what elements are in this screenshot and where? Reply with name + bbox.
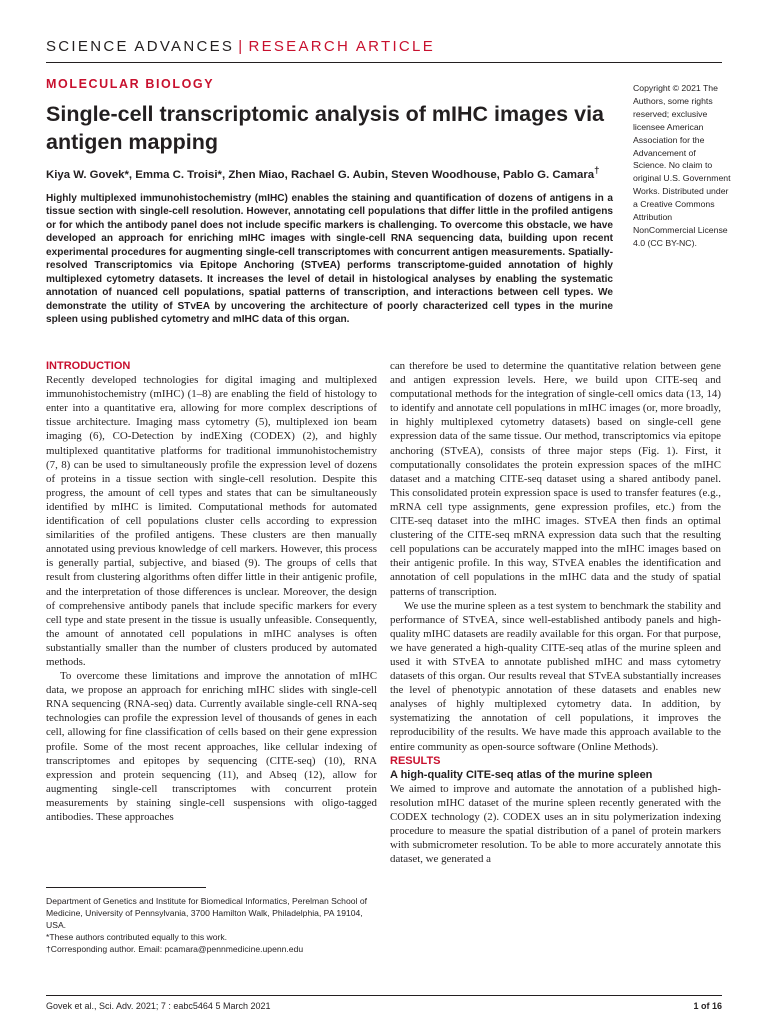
- results-heading: RESULTS: [390, 754, 441, 767]
- corresponding-author-note: †Corresponding author. Email: pcamara@pennmedicine.upenn.edu: [46, 943, 304, 954]
- results-subheading: A high-quality CITE-seq atlas of the murine spleen: [390, 768, 653, 781]
- journal-header: [46, 38, 435, 55]
- footer-rule: [46, 995, 722, 996]
- footnote-rule: [46, 887, 206, 888]
- article-type: RESEARCH ARTICLE: [248, 38, 436, 55]
- section-label: MOLECULAR BIOLOGY: [46, 77, 215, 91]
- copyright-notice: Copyright © 2021 The Authors, some rights reserved; exclusive licensee American Association for the Advancement of Science. No claim to original U.S. Government Works. Distributed under a Creative Commons Attribution NonCommercial License 4.0 (CC BY-NC).: [633, 83, 731, 248]
- intro-paragraph-4: We use the murine spleen as a test system to benchmark the stability and performance of STvEA, since well-established antibody panels and high-quality mIHC datasets are readily available for this organ. For that purpose, we have generated a high-quality CITE-seq atlas of the murine spleen and used it with STvEA to annotate published mIHC and mass cytometry datasets of this organ. Our results reveal that STvEA substantially increases the level of phenotypic annotation of these datasets and enables new analyses of highly multiplexed cytometry data. In addition, by systematizing the annotation of cell populations, it improves the reproducibility of the results. We have made this approach available to the entire community as open-source software (Online Methods).: [390, 599, 721, 753]
- corresponding-mark: †: [594, 165, 600, 176]
- author-list: [46, 165, 626, 181]
- affiliation-note: Department of Genetics and Institute for Biomedical Informatics, Perelman School of Medicine, University of Pennsylvania, 3700 Hamilton Walk, Philadelphia, PA 19104, USA.: [46, 896, 367, 930]
- intro-paragraph-3: can therefore be used to determine the quantitative relation between gene and antigen expression levels. Here, we build upon CITE-seq and computational methods for the integration of single-cell omics data (13, 14) to identify and annotate cell populations in mIHC images (or, more broadly, in highly multiplexed cytometry datasets) based on single-cell gene expression data of the same tissue. Our method, transcriptomics via epitope anchoring (STvEA), consists of three major steps (Fig. 1). First, it computationally consolidates the protein expression spaces of the mIHC dataset and a matching CITE-seq dataset using a shared antibody panel. This consolidated protein expression space is used to transfer features (e.g., mRNA cell type assignments, gene expression profiles, etc.) from the CITE-seq dataset into the mIHC images. STvEA then finds an optimal clustering of the CITE-seq mRNA expression data such that the resulting cell populations can be accurately mapped into the mIHC images based on their antigenic profile. In this way, STvEA enables the identification and annotation of cell populations in the mIHC data and the study of spatial patterns of transcription.: [390, 360, 721, 598]
- header-separator: |: [238, 38, 245, 55]
- equal-contribution-note: *These authors contributed equally to this work.: [46, 931, 228, 942]
- article-title: Single-cell transcriptomic analysis of mIHC images via antigen mapping: [46, 102, 605, 154]
- introduction-heading: INTRODUCTION: [46, 360, 131, 372]
- footnotes: [46, 896, 376, 956]
- authors-text: Kiya W. Govek*, Emma C. Troisi*, Zhen Miao, Rachael G. Aubin, Steven Woodhouse, Pablo G. Camara: [46, 168, 595, 181]
- intro-paragraph-2: To overcome these limitations and improve the annotation of mIHC data, we propose an approach for enriching mIHC slides with single-cell RNA sequencing (RNA-seq) data. Currently available single-cell RNA-seq technologies can profile the expression level of thousands of genes in each cell, allowing for fine classification of cells based on their gene expression profile. Some of the most recent approaches, like cellular indexing of transcriptomes and epitopes by sequencing (CITE-seq) (10), RNA expression and protein sequencing (11), and Abseq (12), allow for augmenting single-cell transcriptomes with concurrent protein measurements by staining single-cell suspensions with oligo-tagged antibodies. These approaches: [46, 670, 377, 823]
- abstract: Highly multiplexed immunohistochemistry (mIHC) enables the staining and quantification of dozens of antigens in a tissue section with single-cell resolution. However, annotating cell populations that differ little in the profiled antigens or for which the antibody panel does not include specific markers is challenging. To overcome this obstacle, we have developed an approach for enriching mIHC images with single-cell RNA sequencing data, building upon recent experimental procedures for augmenting single-cell transcriptomes with concurrent antigen measurements. Spatially-resolved Transcriptomics via Epitope Anchoring (STvEA) performs transcriptome-guided annotation of highly multiplexed cytometry datasets. It increases the level of detail in histological analyses by enabling the systematic annotation of nuanced cell populations, spatial patterns of transcription, and interactions between cell types. We demonstrate the utility of STvEA by uncovering the architecture of poorly characterized cell types in the murine spleen using published cytometry and mIHC data of this organ.: [46, 193, 613, 326]
- left-column: [46, 359, 377, 824]
- header-rule: [46, 62, 722, 63]
- intro-paragraph-1: Recently developed technologies for digital imaging and multiplexed immunohistochemistry (mIHC) (1–8) are enabling the field of histology to enter into a quantitative era, allowing for more complex descriptions of tissue architecture. Imaging mass cytometry (5), multiplexed ion beam imaging (6), CO-Detection by indEXing (CODEX) (2), and highly multiplexed quantitative platforms for traditional immunohistochemistry (7, 8) can be used to simultaneously profile the expression level of dozens of proteins in a tissue section with single-cell resolution. Despite this progress, the amount of cell types and states that can be simultaneously identified by mIHC is limited. Computational methods for automated identification of cell populations cluster cells according to expression similarities of the profiled antigens. These clusters are then manually annotated using previous knowledge of cell markers. However, this process is generally partial, subjective, and biased (9). The groups of cells that result from clustering algorithms often differ little in their antigenic profile, and the interpretation of those differences is unclear. Moreover, the design of comprehensive antibody panels that include specific markers for every cell type and state present in the tissue is usually unfeasible. Consequently, the amount of annotated cell populations in mIHC analyses is often substantially smaller than the number of clusters produced by automated methods.: [46, 374, 377, 668]
- page-number: 1 of 16: [693, 1001, 722, 1011]
- journal-name: SCIENCE ADVANCES: [46, 38, 235, 55]
- results-paragraph-1: We aimed to improve and automate the annotation of a published high-resolution mIHC dataset of the murine spleen recently generated with the CODEX technology (2). CODEX uses an in situ polymerization indexing procedure to measure the spatial distribution of a panel of protein markers with submicrometer resolution. To be able to more accurately annotate this dataset, we generated a: [390, 782, 721, 866]
- right-column: [390, 359, 721, 866]
- footer-citation: Govek et al., Sci. Adv. 2021; 7 : eabc5464 5 March 2021: [46, 1001, 271, 1011]
